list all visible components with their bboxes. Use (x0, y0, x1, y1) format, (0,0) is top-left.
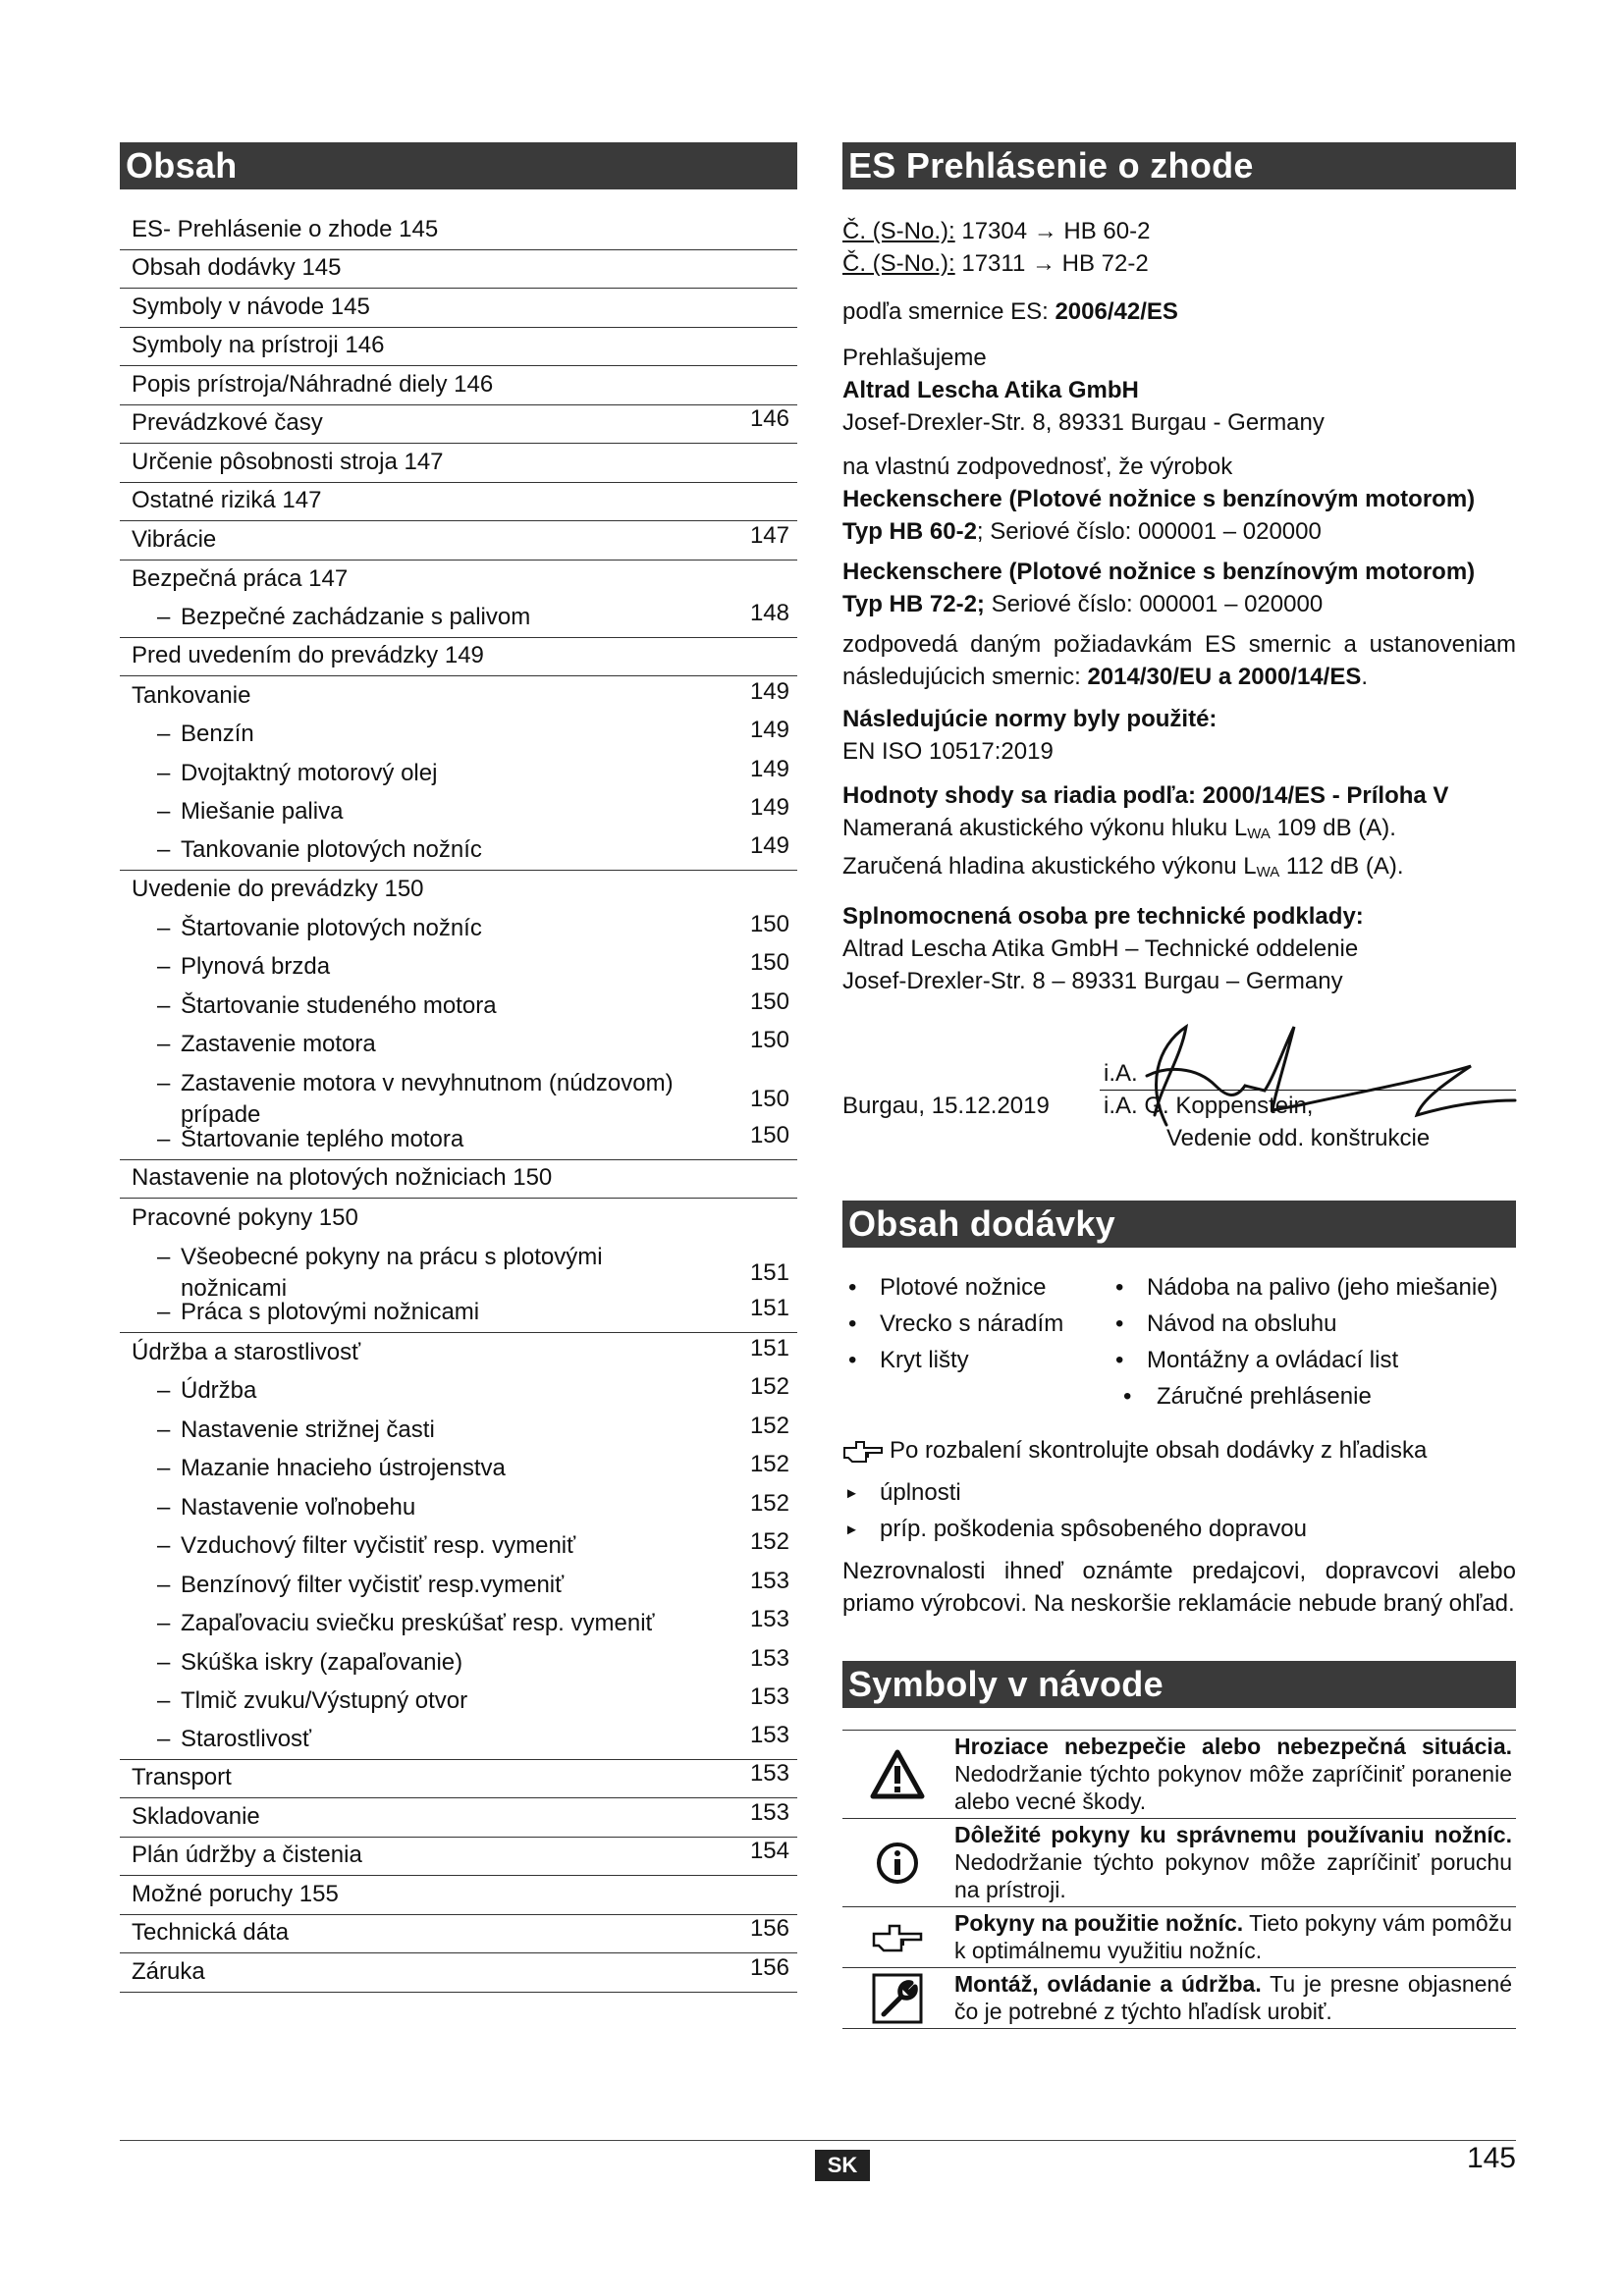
toc-entry-label: – Zastavenie motora (157, 1031, 376, 1057)
toc-entry-label: Uvedenie do prevádzky 150 (132, 876, 424, 902)
toc-entry-label: Symboly na prístroji 146 (132, 332, 385, 358)
toc-entry-page: 150 (749, 1121, 789, 1148)
signer-name: i.A. G. Koppenstein, (1104, 1093, 1314, 1119)
toc-entry-page: 152 (749, 1412, 789, 1439)
toc-entry-label: Bezpečná práca 147 (132, 565, 349, 592)
dash-icon: – (157, 1455, 171, 1481)
page-number: 145 (1466, 2142, 1516, 2174)
toc-entry-label: Určenie pôsobnosti stroja 147 (132, 448, 444, 475)
toc-entry-label: Symboly v návode 145 (132, 293, 370, 320)
declare-text: Prehlašujeme (842, 345, 987, 371)
toc-title: Obsah (120, 142, 797, 189)
toc-entry-page: 154 (749, 1838, 789, 1864)
toc-entry-label: – Nastavenie strižnej časti (157, 1415, 435, 1443)
symbol-row: Pokyny na použitie nožníc. Tieto pokyny vám pomôžu k optimálnemu využitiu nožníc. (842, 1907, 1516, 1968)
toc-entry-page: 150 (749, 1027, 789, 1053)
toc-entry (120, 1527, 797, 1567)
conformity-heading: Hodnoty shody sa riadia podľa: 2000/14/ES - Príloha V (842, 782, 1449, 809)
toc-entry (120, 1682, 797, 1722)
toc-entry (120, 1605, 797, 1644)
toc-entry-page: 151 (749, 1258, 789, 1286)
toc-entry-label: Pred uvedením do prevádzky 149 (132, 642, 484, 668)
serial-line-1: Č. (S-No.): 17304 → HB 60-2 (842, 218, 1151, 244)
toc-entry-label: – Zapaľovaciu sviečku preskúšať resp. vymeniť (157, 1610, 655, 1636)
toc-entry-page: 149 (749, 831, 789, 859)
toc-entry (120, 909, 797, 948)
toc-entry (120, 444, 797, 483)
toc-entry (120, 1876, 797, 1915)
toc-entry (120, 716, 797, 755)
symbols-title: Symboly v návode (842, 1661, 1516, 1708)
toc-entry-label: – Plynová brzda (157, 953, 331, 980)
pointing-hand-icon (842, 1438, 884, 1464)
norms-value: EN ISO 10517:2019 (842, 738, 1054, 765)
toc-entry-label: – Bezpečné zachádzanie s palivom (157, 603, 531, 630)
toc-entry-page: 153 (749, 1644, 789, 1672)
declaration-body (842, 215, 1516, 1149)
toc-entry-label: – Dvojtaktný motorový olej (157, 759, 438, 786)
toc-entry (120, 1721, 797, 1760)
toc-entry (120, 1026, 797, 1065)
toc-entry (120, 1643, 797, 1682)
toc-entry-page: 150 (749, 1086, 789, 1112)
delivery-item: • Návod na obsluhu (1110, 1308, 1516, 1340)
dash-icon: – (157, 1725, 171, 1752)
toc-entry-label: Skladovanie (132, 1802, 260, 1830)
toc-entry-label: – Všeobecné pokyny na prácu s plotovými nožnicami (157, 1243, 603, 1302)
delivery-note: Nezrovnalosti ihneď oznámte predajcovi, dopravcovi alebo priamo výrobcovi. Na neskoršie reklamácie nebude braný ohľad. (842, 1558, 1516, 1617)
toc-entry-label: Technická dáta (132, 1919, 290, 1946)
info-icon (876, 1842, 919, 1885)
dash-icon: – (157, 1571, 171, 1598)
toc-entry-page: 150 (749, 910, 789, 937)
toc-entry (120, 366, 797, 405)
toc-entry-label: Pracovné pokyny 150 (132, 1203, 358, 1231)
dash-icon: – (157, 1125, 171, 1152)
toc-entry (120, 1199, 797, 1238)
toc-entry-label: Transport (132, 1764, 232, 1790)
dash-icon: – (157, 953, 171, 980)
toc-entry-page: 153 (749, 1606, 789, 1632)
dash-icon: – (157, 1610, 171, 1636)
type-1: Typ HB 60-2; Seriové číslo: 000001 – 020000 (842, 518, 1322, 545)
toc-entry-label: Ostatné riziká 147 (132, 487, 322, 513)
toc-entry-label: – Práca s plotovými nožnicami (157, 1299, 480, 1325)
dash-icon: – (157, 835, 171, 863)
delivery-item: • Montážny a ovládací list (1110, 1344, 1516, 1376)
toc-entry-label: Vibrácie (132, 525, 217, 553)
toc-entry-page: 152 (749, 1373, 789, 1400)
dash-icon: – (157, 798, 171, 825)
toc-entry-page: 153 (749, 1760, 789, 1787)
responsibility-text: na vlastnú zodpovednosť, že výrobok (842, 454, 1233, 480)
authorised-line-2: Josef-Drexler-Str. 8 – 89331 Burgau – Germany (842, 968, 1343, 994)
toc-entry (120, 793, 797, 832)
toc-entry-label: – Miešanie paliva (157, 798, 344, 825)
dash-icon: – (157, 1532, 171, 1559)
toc-entry-page: 151 (749, 1295, 789, 1321)
toc-list (120, 211, 797, 1993)
toc-entry-label: Údržba a starostlivosť (132, 1338, 361, 1365)
dash-icon: – (157, 1493, 171, 1521)
dash-icon: – (157, 914, 171, 941)
right-column (842, 142, 1516, 2029)
toc-entry-label: – Štartovanie studeného motora (157, 991, 497, 1019)
toc-entry-page: 150 (749, 949, 789, 976)
toc-entry-label: – Tlmič zvuku/Výstupný otvor (157, 1687, 468, 1714)
toc-entry (120, 328, 797, 367)
toc-entry-page: 147 (749, 521, 789, 549)
dash-icon: – (157, 1687, 171, 1714)
toc-entry-page: 149 (749, 794, 789, 821)
toc-entry-page: 149 (749, 755, 789, 782)
toc-entry-page: 150 (749, 988, 789, 1015)
symbols-table (842, 1730, 1516, 2029)
authorised-heading: Splnomocnená osoba pre technické podklady: (842, 903, 1364, 930)
toc-entry (120, 1760, 797, 1799)
dash-icon: – (157, 1243, 171, 1270)
toc-entry (120, 1295, 797, 1334)
toc-entry-label: ES- Prehlásenie o zhode 145 (132, 215, 439, 242)
directive-line: podľa smernice ES: 2006/42/ES (842, 298, 1178, 325)
authorised-line-1: Altrad Lescha Atika GmbH – Technické oddelenie (842, 935, 1359, 962)
delivery-items (842, 1271, 1516, 1413)
toc-entry-page: 153 (749, 1721, 789, 1748)
declaration-title: ES Prehlásenie o zhode (842, 142, 1516, 189)
symbol-row: Dôležité pokyny ku správnemu používaniu nožníc. Nedodržanie týchto pokynov môže zapríčiniť poruchu na prístroji. (842, 1819, 1516, 1907)
toc-entry-page: 149 (749, 677, 789, 705)
toc-entry (120, 1064, 797, 1128)
toc-entry (120, 1333, 797, 1372)
toc-entry (120, 483, 797, 522)
delivery-item: • Kryt lišty (842, 1344, 1110, 1376)
symbol-row: Hroziace nebezpečie alebo nebezpečná situácia. Nedodržanie týchto pokynov môže zapríčiniť poranenie alebo vecné škody. (842, 1731, 1516, 1819)
toc-entry (120, 987, 797, 1026)
place-date: Burgau, 15.12.2019 (842, 1093, 1050, 1119)
toc-entry (120, 676, 797, 716)
toc-entry (120, 1838, 797, 1877)
language-badge: SK (815, 2150, 870, 2181)
toc-entry-label: – Mazanie hnacieho ústrojenstva (157, 1455, 506, 1481)
toc-entry (120, 1411, 797, 1450)
toc-entry-page: 152 (749, 1528, 789, 1555)
toc-entry (120, 1121, 797, 1160)
guaranteed-noise: Zaručená hladina akustického výkonu $L_{WA}$ 112 dB (A). (842, 853, 1404, 881)
toc-entry-label: Tankovanie (132, 681, 251, 709)
toc-entry-label: Popis prístroja/Náhradné diely 146 (132, 370, 494, 398)
pointing-hand-icon (872, 1922, 923, 1953)
check-list (842, 1474, 1516, 1547)
company-address: Josef-Drexler-Str. 8, 89331 Burgau - Germany (842, 409, 1325, 436)
toc-entry (120, 405, 797, 445)
footer-rule (120, 2140, 1516, 2141)
toc-entry (120, 1488, 797, 1527)
toc-entry (120, 1798, 797, 1838)
warning-icon (870, 1749, 925, 1800)
toc-entry (120, 289, 797, 328)
toc-entry-label: Možné poruchy 155 (132, 1880, 339, 1907)
toc-entry-page: 153 (749, 1683, 789, 1710)
dash-icon: – (157, 1070, 171, 1096)
toc-entry (120, 250, 797, 290)
dash-icon: – (157, 1377, 171, 1404)
toc-entry-label: Záruka (132, 1957, 205, 1985)
dash-icon: – (157, 1031, 171, 1057)
toc-entry (120, 1160, 797, 1200)
toc-entry (120, 1915, 797, 1954)
toc-entry-label: – Údržba (157, 1377, 257, 1404)
toc-entry-page: 151 (749, 1334, 789, 1362)
toc-entry (120, 831, 797, 871)
toc-entry-label: Prevádzkové časy (132, 409, 323, 436)
check-line: Po rozbalení skontrolujte obsah dodávky z hľadiska (842, 1434, 1516, 1467)
toc-entry-label: – Nastavenie voľnobehu (157, 1493, 416, 1521)
norms-heading: Následujúcie normy byly použité: (842, 706, 1218, 732)
delivery-title: Obsah dodávky (842, 1201, 1516, 1248)
delivery-item: • Plotové nožnice (842, 1271, 1110, 1304)
compliance-text: zodpovedá daným požiadavkám ES smernic a ustanoveniam následujúcich smernic: 2014/30/EU a 2000/14/ES. (842, 631, 1516, 690)
toc-entry-label: Nastavenie na plotových nožniciach 150 (132, 1164, 553, 1191)
check-item: ► príp. poškodenia spôsobeného dopravou (842, 1511, 1516, 1547)
toc-entry (120, 1372, 797, 1412)
delivery-item: • Nádoba na palivo (jeho miešanie) (1110, 1271, 1516, 1304)
toc-entry-label: – Zastavenie motora v nevyhnutnom (núdzovom) prípade (157, 1070, 674, 1128)
delivery-item: • Vrecko s náradím (842, 1308, 1110, 1340)
product-2: Heckenschere (Plotové nožnice s benzínovým motorom) (842, 559, 1476, 585)
toc-entry-page: 153 (749, 1798, 789, 1826)
wrench-icon (872, 1973, 923, 2024)
dash-icon: – (157, 721, 171, 747)
dash-icon: – (157, 1648, 171, 1676)
toc-entry (120, 754, 797, 793)
dash-icon: – (157, 759, 171, 786)
toc-entry (120, 1450, 797, 1489)
toc-entry (120, 1953, 797, 1993)
toc-entry (120, 1238, 797, 1302)
toc-entry-page: 152 (749, 1451, 789, 1477)
dash-icon: – (157, 1415, 171, 1443)
signer-role: Vedenie odd. konštrukcie (1166, 1125, 1431, 1151)
dash-icon: – (157, 1299, 171, 1325)
toc-entry-page: 152 (749, 1489, 789, 1517)
toc-column (120, 142, 797, 1993)
toc-entry (120, 638, 797, 677)
product-1: Heckenschere (Plotové nožnice s benzínovým motorom) (842, 486, 1476, 512)
symbol-row: Montáž, ovládanie a údržba. Tu je presne objasnené čo je potrebné z týchto hľadísk urobiť. (842, 1968, 1516, 2029)
toc-entry (120, 948, 797, 988)
check-item: ► úplnosti (842, 1474, 1516, 1511)
toc-entry-label: – Tankovanie plotových nožníc (157, 835, 482, 863)
toc-entry-page: 153 (749, 1567, 789, 1594)
toc-entry-page: 148 (749, 599, 789, 626)
company-name: Altrad Lescha Atika GmbH (842, 377, 1139, 403)
toc-entry-page: 149 (749, 717, 789, 743)
signature-icon (1127, 1007, 1520, 1145)
ia-label: i.A. (1104, 1060, 1138, 1087)
type-2: Typ HB 72-2; Seriové číslo: 000001 – 020000 (842, 591, 1324, 617)
toc-entry-label: – Štartovanie teplého motora (157, 1125, 464, 1152)
toc-entry (120, 599, 797, 638)
toc-entry-label: Obsah dodávky 145 (132, 254, 342, 281)
toc-entry-label: – Skúška iskry (zapaľovanie) (157, 1648, 463, 1676)
serial-line-2: Č. (S-No.): 17311 → HB 72-2 (842, 250, 1149, 277)
toc-entry-label: – Starostlivosť (157, 1725, 312, 1752)
toc-entry (120, 871, 797, 910)
toc-entry-label: – Benzín (157, 721, 254, 747)
toc-entry (120, 561, 797, 600)
toc-entry-page: 156 (749, 1915, 789, 1942)
signature-block (842, 1007, 1516, 1149)
toc-entry (120, 521, 797, 561)
measured-noise: Nameraná akustického výkonu hluku $L_{WA}$ 109 dB (A). (842, 815, 1396, 842)
toc-entry-page: 156 (749, 1953, 789, 1981)
toc-entry-label: – Vzduchový filter vyčistiť resp. vymeniť (157, 1532, 576, 1559)
toc-entry-label: – Štartovanie plotových nožníc (157, 914, 482, 941)
dash-icon: – (157, 991, 171, 1019)
toc-entry-label: Plán údržby a čistenia (132, 1842, 362, 1868)
toc-entry-page: 146 (749, 405, 789, 432)
delivery-item: • Záručné prehlásenie (1110, 1380, 1516, 1413)
toc-entry (120, 211, 797, 250)
toc-entry (120, 1566, 797, 1605)
dash-icon: – (157, 603, 171, 630)
toc-entry-label: – Benzínový filter vyčistiť resp.vymeniť (157, 1571, 565, 1598)
